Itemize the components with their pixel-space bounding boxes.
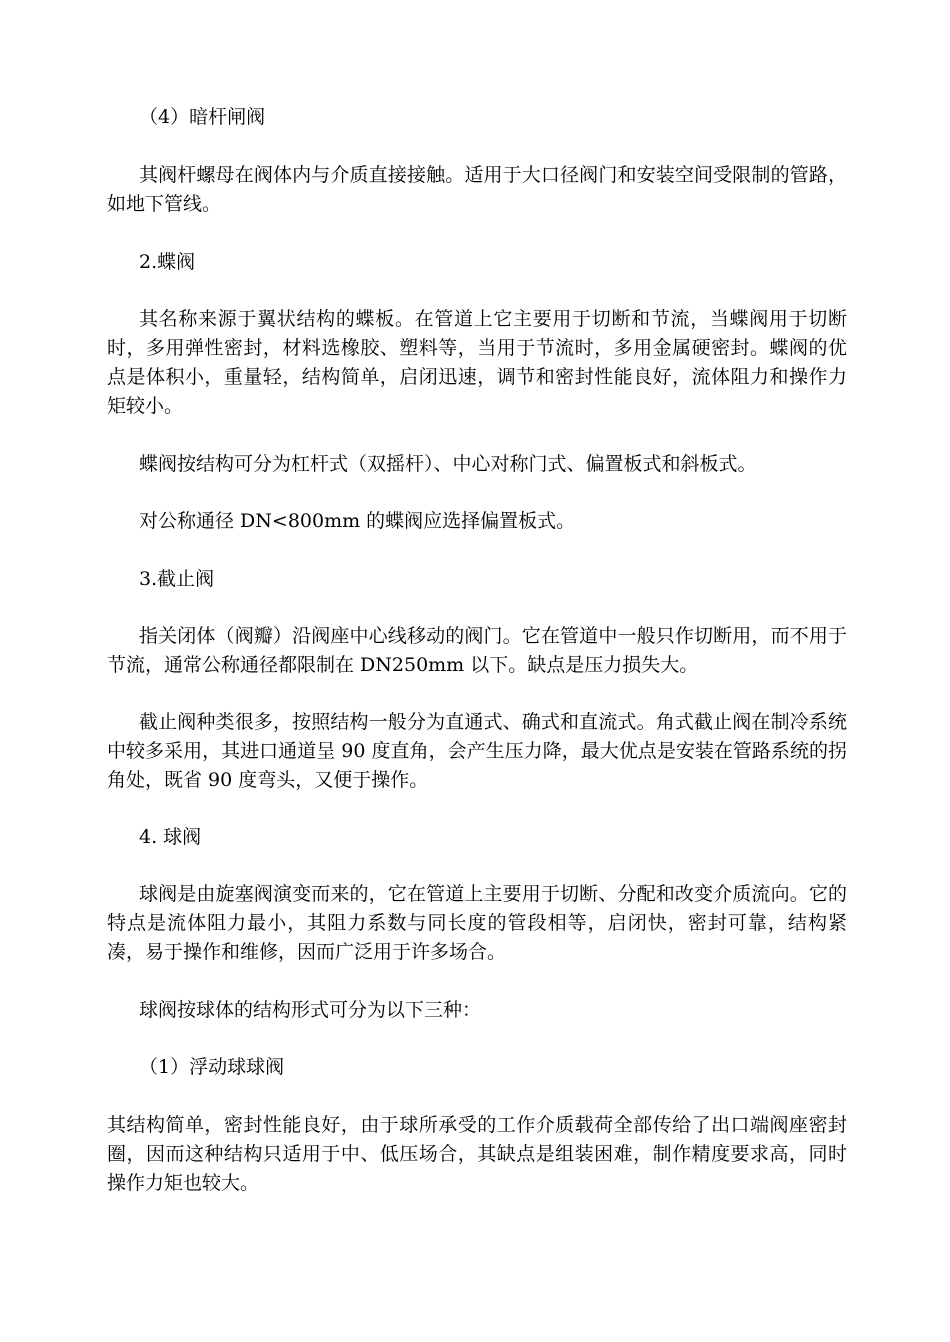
- paragraph-ball-valve-types: 球阀按球体的结构形式可分为以下三种：: [139, 999, 482, 1021]
- subheading-concealed-stem-gate-valve: （4）暗杆闸阀: [139, 106, 266, 128]
- paragraph-butterfly-valve-selection: 对公称通径 DN<800mm 的蝶阀应选择偏置板式。: [139, 510, 576, 532]
- paragraph-floating-ball-valve-description: 其结构简单，密封性能良好，由于球所承受的工作介质载荷全部传给了出口端阀座密封圈，因而这种结构只适用于中、低压场合，其缺点是组装困难，制作精度要求高，同时操作力矩也较大。: [107, 1114, 847, 1194]
- paragraph-butterfly-valve-types: 蝶阀按结构可分为杠杆式（双摇杆）、中心对称门式、偏置板式和斜板式。: [139, 453, 757, 475]
- paragraph-ball-valve-description: 球阀是由旋塞阀演变而来的，它在管道上主要用于切断、分配和改变介质流向。它的特点是流体阻力最小，其阻力系数与同长度的管段相等，启闭快，密封可靠，结构紧凑，易于操作和维修，因而广泛用于许多场合。: [107, 883, 847, 963]
- subheading-floating-ball-valve: （1）浮动球球阀: [139, 1056, 285, 1078]
- heading-globe-valve: 3.截止阀: [139, 568, 215, 590]
- heading-butterfly-valve: 2.蝶阀: [139, 251, 196, 273]
- paragraph-concealed-stem-description: 其阀杆螺母在阀体内与介质直接接触。适用于大口径阀门和安装空间受限制的管路，如地下管线。: [107, 164, 847, 215]
- heading-ball-valve: 4. 球阀: [139, 826, 202, 848]
- paragraph-butterfly-valve-description: 其名称来源于翼状结构的蝶板。在管道上它主要用于切断和节流，当蝶阀用于切断时，多用弹性密封，材料选橡胶、塑料等，当用于节流时，多用金属硬密封。蝶阀的优点是体积小，重量轻，结构简单，启闭迅速，调节和密封性能良好，流体阻力和操作力矩较小。: [107, 308, 847, 417]
- paragraph-globe-valve-types: 截止阀种类很多，按照结构一般分为直通式、确式和直流式。角式截止阀在制冷系统中较多采用，其进口通道呈 90 度直角，会产生压力降，最大优点是安装在管路系统的拐角处，既省 90 度弯头，又便于操作。: [107, 711, 847, 791]
- paragraph-globe-valve-description: 指关闭体（阀瓣）沿阀座中心线移动的阀门。它在管道中一般只作切断用，而不用于节流，通常公称通径都限制在 DN250mm 以下。缺点是压力损失大。: [107, 625, 847, 676]
